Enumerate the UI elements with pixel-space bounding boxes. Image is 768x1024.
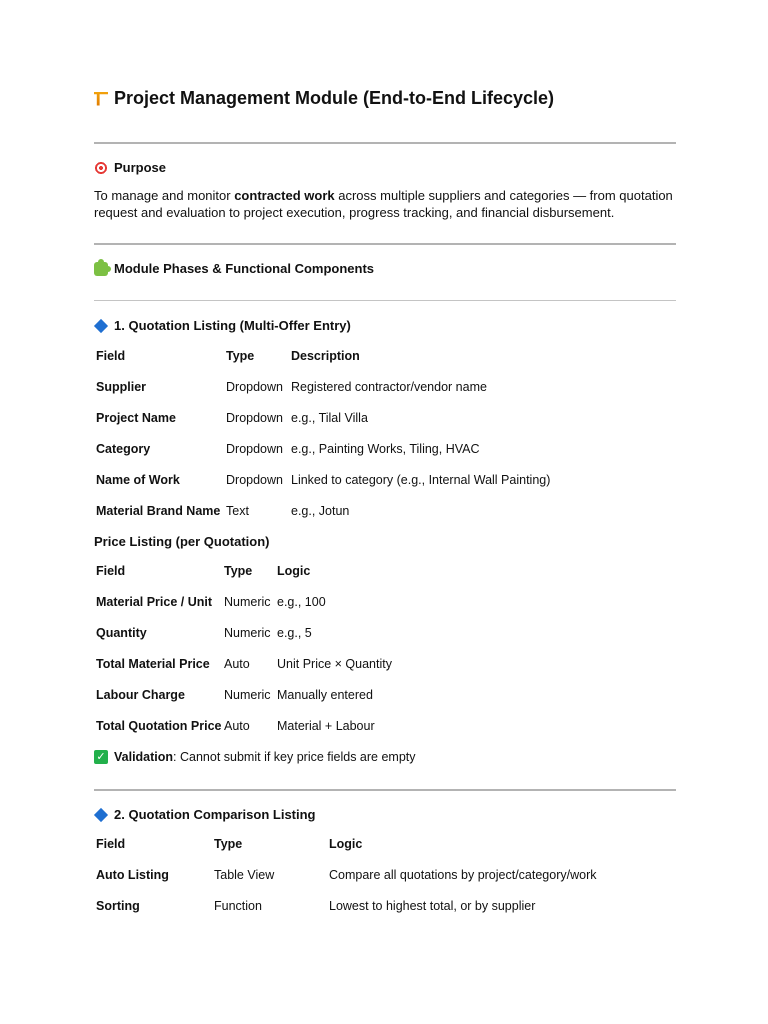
section2-heading-text: 2. Quotation Comparison Listing (114, 807, 316, 822)
validation-label: Validation (114, 750, 174, 764)
blue-diamond-icon (94, 318, 108, 332)
price-listing-heading: Price Listing (per Quotation) (94, 534, 270, 549)
section2-heading (94, 807, 316, 822)
table-cell-logic: Unit Price × Quantity (277, 657, 392, 671)
table-cell-field: Supplier (96, 380, 147, 394)
table-cell-description: Registered contractor/vendor name (291, 380, 487, 394)
table-cell-type: Dropdown (226, 411, 283, 425)
column-header: Description (291, 349, 360, 363)
purpose-heading (94, 160, 166, 175)
table-cell-description: e.g., Jotun (291, 504, 350, 518)
table-cell-field: Category (96, 442, 151, 456)
table-cell-type: Numeric (224, 626, 271, 640)
purpose-text-after: across multiple suppliers and categories — from quotation request and evaluation to project execution, progress tracking, and financial disbursement. (94, 188, 673, 220)
table-cell-field: Total Quotation Price (96, 719, 222, 733)
column-header: Type (214, 837, 243, 851)
table-cell-description: e.g., Tilal Villa (291, 411, 368, 425)
purpose-text-before: To manage and monitor (94, 188, 235, 203)
table-cell-logic: e.g., 5 (277, 626, 312, 640)
table-cell-description: Linked to category (e.g., Internal Wall Painting) (291, 473, 551, 487)
column-header: Logic (329, 837, 363, 851)
phases-heading (94, 261, 374, 276)
table-cell-type: Auto (224, 719, 250, 733)
table-cell-type: Table View (214, 868, 275, 882)
table-cell-logic: Material + Labour (277, 719, 375, 733)
section1-heading (94, 318, 351, 333)
table-cell-type: Dropdown (226, 442, 283, 456)
page-title (94, 88, 554, 109)
table-cell-field: Labour Charge (96, 688, 185, 702)
table-cell-type: Function (214, 899, 262, 913)
validation-note (94, 750, 416, 764)
table-cell-type: Text (226, 504, 249, 518)
table-cell-field: Auto Listing (96, 868, 169, 882)
column-header: Field (96, 564, 126, 578)
table-cell-logic: Lowest to highest total, or by supplier (329, 899, 536, 913)
page-title-text: Project Management Module (End-to-End Lifecycle) (114, 88, 555, 108)
target-icon (94, 161, 108, 175)
table-cell-description: e.g., Painting Works, Tiling, HVAC (291, 442, 480, 456)
table-cell-type: Dropdown (226, 473, 283, 487)
divider (94, 243, 676, 245)
table-cell-type: Numeric (224, 595, 271, 609)
table-cell-type: Auto (224, 657, 250, 671)
table-cell-field: Total Material Price (96, 657, 210, 671)
section1-heading-text: 1. Quotation Listing (Multi-Offer Entry) (114, 318, 351, 333)
table-cell-field: Quantity (96, 626, 147, 640)
purpose-text-bold: contracted work (234, 188, 335, 203)
table-cell-field: Name of Work (96, 473, 180, 487)
purpose-paragraph (94, 187, 676, 221)
column-header: Field (96, 349, 126, 363)
column-header: Type (224, 564, 253, 578)
phases-heading-text: Module Phases & Functional Components (114, 261, 375, 276)
column-header: Logic (277, 564, 311, 578)
table-cell-field: Material Price / Unit (96, 595, 213, 609)
table-cell-field: Sorting (96, 899, 140, 913)
column-header: Type (226, 349, 255, 363)
column-header: Field (96, 837, 126, 851)
table-cell-type: Dropdown (226, 380, 283, 394)
check-mark-icon: ✓ (94, 750, 108, 764)
construction-icon (94, 92, 108, 106)
divider (94, 789, 676, 791)
validation-text: : Cannot submit if key price fields are empty (173, 750, 416, 764)
table-cell-logic: Compare all quotations by project/category/work (329, 868, 597, 882)
blue-diamond-icon (94, 807, 108, 821)
table-cell-type: Numeric (224, 688, 271, 702)
divider (94, 142, 676, 144)
purpose-heading-text: Purpose (114, 160, 167, 175)
table-cell-logic: e.g., 100 (277, 595, 326, 609)
table-cell-field: Material Brand Name (96, 504, 221, 518)
table-cell-logic: Manually entered (277, 688, 373, 702)
table-cell-field: Project Name (96, 411, 176, 425)
divider (94, 300, 676, 301)
puzzle-icon (94, 262, 108, 276)
